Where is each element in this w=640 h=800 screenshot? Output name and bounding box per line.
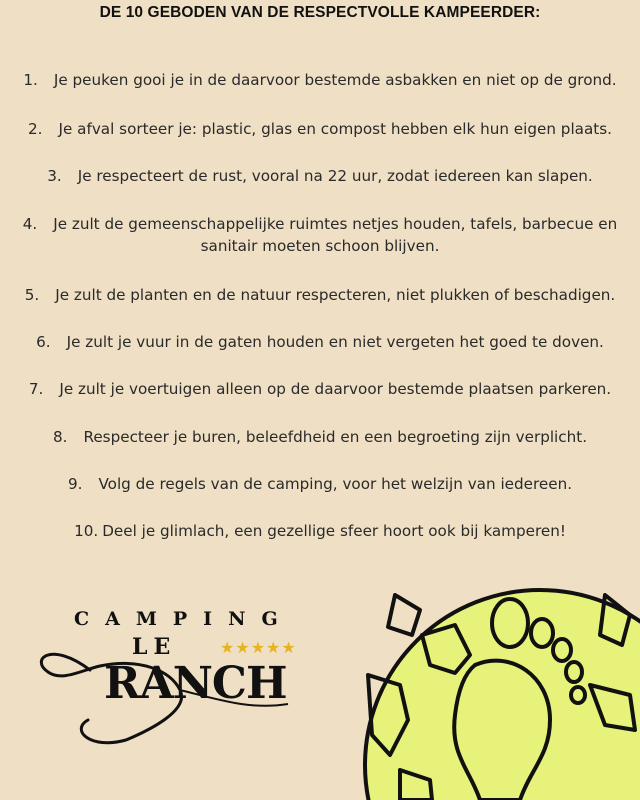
rule-number: 2. bbox=[28, 120, 43, 138]
rule-item-8 bbox=[0, 426, 640, 448]
rule-text: Volg de regels van de camping, voor het welzijn van iedereen. bbox=[98, 475, 573, 493]
rule-text: Deel je glimlach, een gezellige sfeer hoort ook bij kamperen! bbox=[102, 522, 566, 540]
rule-number: 8. bbox=[52, 428, 68, 446]
rule-text-continued: sanitair moeten schoon blijven. bbox=[200, 237, 440, 255]
rule-item-3 bbox=[0, 165, 640, 187]
logo-le-text: LE bbox=[132, 634, 177, 660]
rule-text: Je peuken gooi je in de daarvoor bestemde asbakken en niet op de grond. bbox=[53, 71, 617, 89]
rule-text: Je zult de gemeenschappelijke ruimtes netjes houden, tafels, barbecue en bbox=[53, 215, 618, 233]
rule-item-1 bbox=[0, 69, 640, 91]
rule-item-2 bbox=[0, 118, 640, 140]
rule-number: 10. bbox=[74, 522, 99, 540]
rule-number: 1. bbox=[23, 71, 38, 89]
rule-text: Je respecteert de rust, vooral na 22 uur, zodat iedereen kan slapen. bbox=[77, 167, 593, 185]
page-title: DE 10 GEBODEN VAN DE RESPECTVOLLE KAMPEERDER: bbox=[99, 4, 541, 21]
rule-number: 9. bbox=[67, 475, 83, 493]
rule-text: Je zult de planten en de natuur respecteren, niet plukken of beschadigen. bbox=[55, 286, 616, 304]
rule-text: Je afval sorteer je: plastic, glas en compost hebben elk hun eigen plaats. bbox=[58, 120, 612, 138]
rule-item-10 bbox=[0, 520, 640, 542]
rule-number: 3. bbox=[47, 167, 62, 185]
rule-text: Je zult je vuur in de gaten houden en niet vergeten het goed te doven. bbox=[66, 333, 604, 351]
rule-item-7 bbox=[0, 378, 640, 400]
camping-logo bbox=[30, 600, 330, 750]
rule-number: 7. bbox=[28, 380, 44, 398]
rule-text: Respecteer je buren, beleefdheid en een begroeting zijn verplicht. bbox=[83, 428, 588, 446]
logo-camping-text: CAMPING bbox=[74, 608, 294, 630]
logo-stars: ★★★★★ bbox=[220, 638, 297, 657]
rule-item-9 bbox=[0, 473, 640, 495]
rule-number: 6. bbox=[36, 333, 51, 351]
rule-text: Je zult je voertuigen alleen op de daarvoor bestemde plaatsen parkeren. bbox=[59, 380, 612, 398]
rule-number: 5. bbox=[24, 286, 40, 304]
logo-ranch-text: RANCH bbox=[104, 658, 287, 709]
rule-number: 4. bbox=[22, 215, 38, 233]
rule-item-4 bbox=[0, 213, 640, 257]
rule-item-6 bbox=[0, 331, 640, 353]
rule-item-5 bbox=[0, 284, 640, 306]
earth-footprint-icon bbox=[360, 555, 640, 800]
